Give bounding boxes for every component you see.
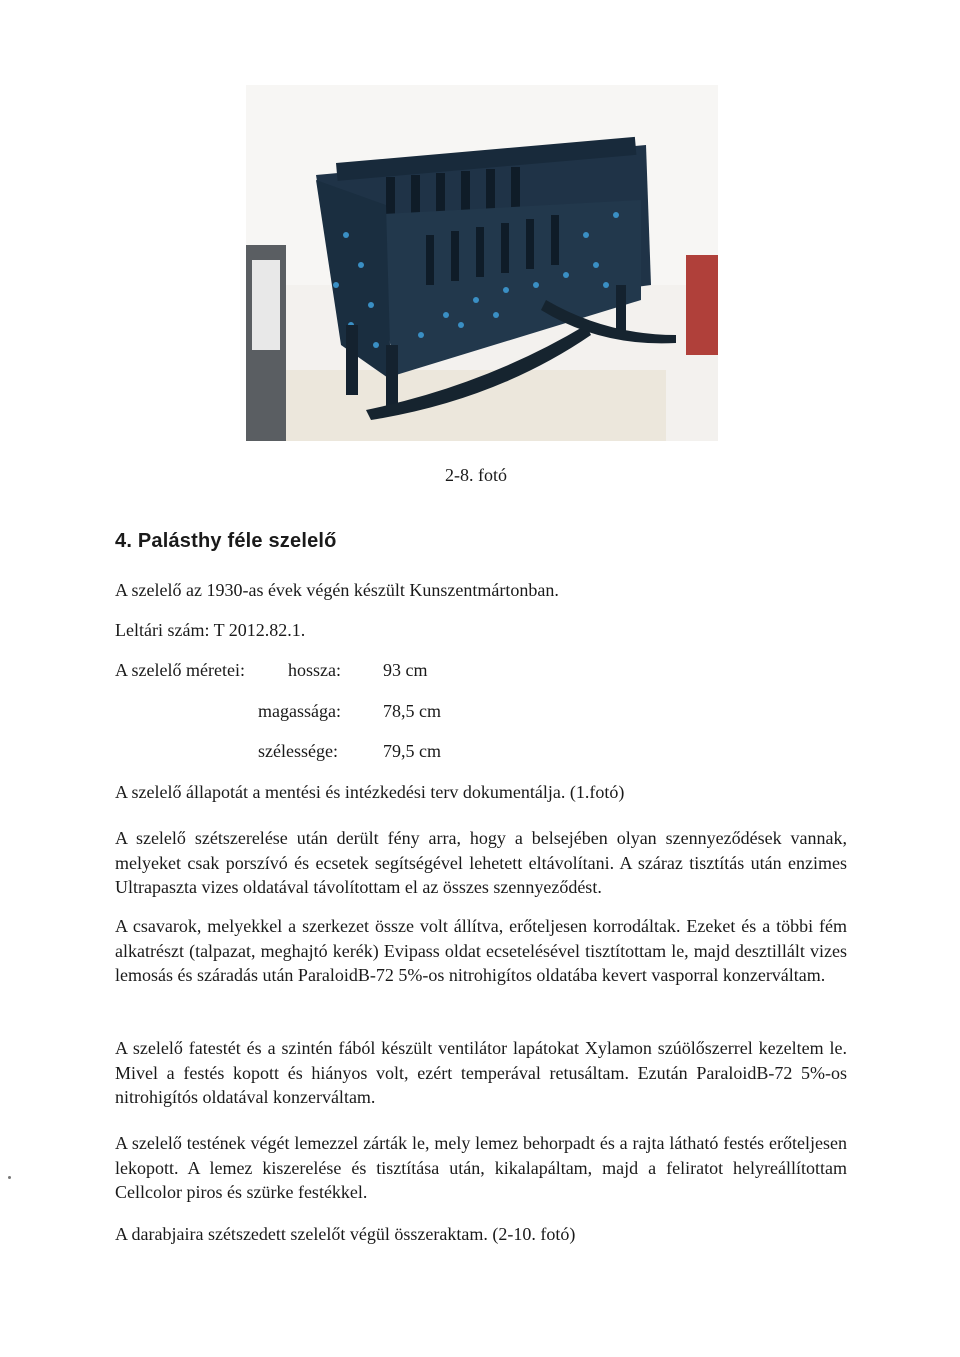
statement-line: A szelelő állapotát a mentési és intézkedési terv dokumentálja. (1.fotó) — [115, 782, 625, 802]
paragraph: A szelelő fatestét és a szintén fából készült ventilátor lapátokat Xylamon szúölőszerrel kezeltem le. Mivel a festés kopott és hiányos volt, ezért temperával retusáltam. Ezután ParaloidB-72 5%-os nitrohigítós oldatával konzerváltam. — [115, 1038, 847, 1107]
dimension-value: 78,5 cm — [383, 701, 441, 721]
paragraph: A csavarok, melyekkel a szerkezet össze volt állítva, erőteljesen korrodáltak. Ezeket és a többi fém alkatrészt (talpazat, meghajtó kerék) Evipass oldat ecsetelésével tisztítottam le, majd desztillált vizes lemosás és száradás után ParaloidB-72 5%-os nitrohigítos oldatába kevert vasporral konzerváltam. — [115, 916, 847, 985]
dimension-name: magassága: — [258, 701, 341, 721]
dimension-name: szélessége: — [258, 741, 338, 761]
inventory-line: Leltári szám: T 2012.82.1. — [115, 620, 306, 640]
section-heading: 4. Palásthy féle szelelő — [115, 530, 337, 552]
paragraph: A darabjaira szétszedett szelelőt végül összeraktam. (2-10. fotó) — [115, 1224, 576, 1244]
dimensions-label: A szelelő méretei: — [115, 660, 245, 680]
cradle-illustration — [246, 85, 718, 441]
made-line: A szelelő az 1930-as évek végén készült Kunszentmártonban. — [115, 580, 559, 600]
paragraph: A szelelő testének végét lemezzel zárták le, mely lemez behorpadt és a rajta látható festés erőteljesen lekopott. A lemez kiszerelése és tisztítása után, kikalapáltam, majd a feliratot helyreállítottam Cellcolor piros és szürke festékkel. — [115, 1133, 847, 1202]
dimension-value: 93 cm — [383, 660, 428, 680]
dimension-value: 79,5 cm — [383, 741, 441, 761]
paragraph: A szelelő szétszerelése után derült fény arra, hogy a belsejében olyan szennyeződések vannak, melyeket csak porszívó és ecsetek segítségével lehetett eltávolítani. A száraz tisztítás után enzimes Ultrapaszta vizes oldatával távolítottam el az összes szennyeződést. — [115, 828, 847, 897]
cradle-photo — [246, 85, 718, 441]
scan-speck — [8, 1176, 11, 1179]
dimension-name: hossza: — [288, 660, 341, 680]
photo-caption: 2-8. fotó — [445, 465, 507, 485]
